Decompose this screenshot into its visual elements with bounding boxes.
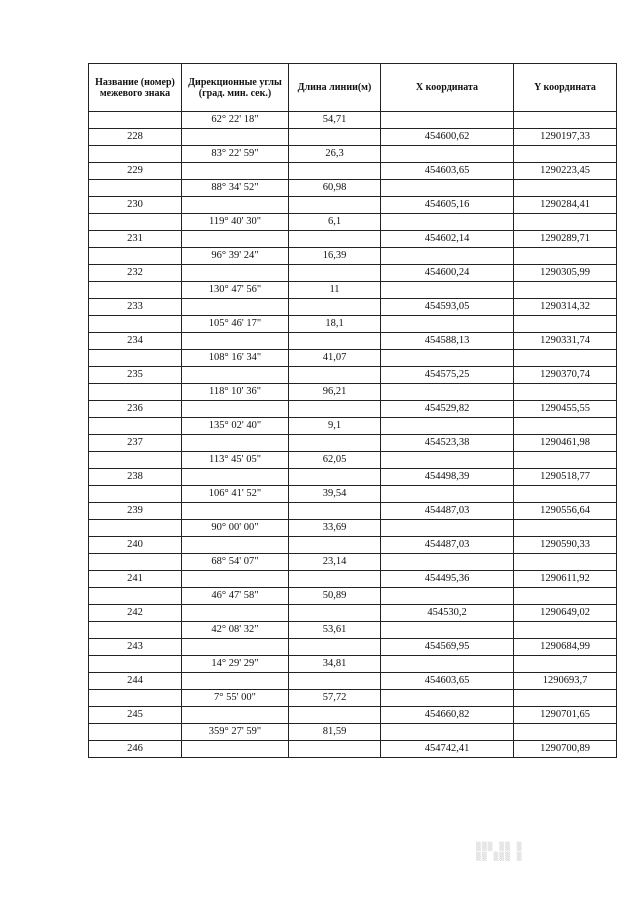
point-name-cell: 237 bbox=[89, 435, 182, 452]
y-coordinate-cell: 1290611,92 bbox=[514, 571, 617, 588]
empty-cell bbox=[89, 622, 182, 639]
x-coordinate-cell: 454593,05 bbox=[381, 299, 514, 316]
empty-cell bbox=[182, 503, 289, 520]
empty-cell bbox=[289, 163, 381, 180]
empty-cell bbox=[514, 486, 617, 503]
point-row bbox=[89, 707, 617, 724]
point-name-cell: 231 bbox=[89, 231, 182, 248]
empty-cell bbox=[514, 384, 617, 401]
empty-cell bbox=[182, 639, 289, 656]
empty-cell bbox=[182, 129, 289, 146]
direction-angle-cell: 105° 46' 17" bbox=[182, 316, 289, 333]
y-coordinate-cell: 1290518,77 bbox=[514, 469, 617, 486]
point-row bbox=[89, 503, 617, 520]
point-name-cell: 235 bbox=[89, 367, 182, 384]
empty-cell bbox=[182, 571, 289, 588]
empty-cell bbox=[89, 350, 182, 367]
segment-row bbox=[89, 384, 617, 401]
x-coordinate-cell: 454575,25 bbox=[381, 367, 514, 384]
header-point-name: Название (номер) межевого знака bbox=[89, 64, 182, 112]
segment-row bbox=[89, 112, 617, 129]
empty-cell bbox=[182, 469, 289, 486]
point-name-cell: 239 bbox=[89, 503, 182, 520]
x-coordinate-cell: 454529,82 bbox=[381, 401, 514, 418]
empty-cell bbox=[289, 605, 381, 622]
empty-cell bbox=[89, 214, 182, 231]
empty-cell bbox=[89, 180, 182, 197]
segment-row bbox=[89, 316, 617, 333]
empty-cell bbox=[289, 401, 381, 418]
empty-cell bbox=[514, 554, 617, 571]
point-row bbox=[89, 367, 617, 384]
y-coordinate-cell: 1290556,64 bbox=[514, 503, 617, 520]
y-coordinate-cell: 1290305,99 bbox=[514, 265, 617, 282]
y-coordinate-cell: 1290370,74 bbox=[514, 367, 617, 384]
point-row bbox=[89, 197, 617, 214]
point-row bbox=[89, 435, 617, 452]
empty-cell bbox=[89, 112, 182, 129]
point-row bbox=[89, 639, 617, 656]
empty-cell bbox=[182, 197, 289, 214]
point-name-cell: 230 bbox=[89, 197, 182, 214]
empty-cell bbox=[514, 452, 617, 469]
point-row bbox=[89, 537, 617, 554]
direction-angle-cell: 119° 40' 30" bbox=[182, 214, 289, 231]
line-length-cell: 16,39 bbox=[289, 248, 381, 265]
y-coordinate-cell: 1290223,45 bbox=[514, 163, 617, 180]
empty-cell bbox=[381, 316, 514, 333]
line-length-cell: 81,59 bbox=[289, 724, 381, 741]
direction-angle-cell: 113° 45' 05" bbox=[182, 452, 289, 469]
empty-cell bbox=[514, 180, 617, 197]
y-coordinate-cell: 1290331,74 bbox=[514, 333, 617, 350]
empty-cell bbox=[89, 418, 182, 435]
empty-cell bbox=[289, 299, 381, 316]
segment-row bbox=[89, 690, 617, 707]
empty-cell bbox=[381, 656, 514, 673]
segment-row bbox=[89, 554, 617, 571]
segment-row bbox=[89, 452, 617, 469]
segment-row bbox=[89, 248, 617, 265]
empty-cell bbox=[182, 605, 289, 622]
line-length-cell: 6,1 bbox=[289, 214, 381, 231]
x-coordinate-cell: 454742,41 bbox=[381, 741, 514, 758]
empty-cell bbox=[89, 146, 182, 163]
empty-cell bbox=[289, 707, 381, 724]
empty-cell bbox=[381, 520, 514, 537]
x-coordinate-cell: 454602,14 bbox=[381, 231, 514, 248]
empty-cell bbox=[89, 452, 182, 469]
empty-cell bbox=[182, 537, 289, 554]
empty-cell bbox=[381, 690, 514, 707]
y-coordinate-cell: 1290700,89 bbox=[514, 741, 617, 758]
empty-cell bbox=[89, 588, 182, 605]
x-coordinate-cell: 454530,2 bbox=[381, 605, 514, 622]
direction-angle-cell: 135° 02' 40" bbox=[182, 418, 289, 435]
empty-cell bbox=[289, 231, 381, 248]
y-coordinate-cell: 1290649,02 bbox=[514, 605, 617, 622]
line-length-cell: 53,61 bbox=[289, 622, 381, 639]
empty-cell bbox=[89, 554, 182, 571]
empty-cell bbox=[289, 639, 381, 656]
point-name-cell: 228 bbox=[89, 129, 182, 146]
point-name-cell: 244 bbox=[89, 673, 182, 690]
empty-cell bbox=[514, 350, 617, 367]
segment-row bbox=[89, 588, 617, 605]
empty-cell bbox=[289, 503, 381, 520]
point-row bbox=[89, 299, 617, 316]
y-coordinate-cell: 1290314,32 bbox=[514, 299, 617, 316]
x-coordinate-cell: 454660,82 bbox=[381, 707, 514, 724]
empty-cell bbox=[381, 418, 514, 435]
direction-angle-cell: 108° 16' 34" bbox=[182, 350, 289, 367]
line-length-cell: 62,05 bbox=[289, 452, 381, 469]
empty-cell bbox=[182, 163, 289, 180]
x-coordinate-cell: 454605,16 bbox=[381, 197, 514, 214]
direction-angle-cell: 42° 08' 32" bbox=[182, 622, 289, 639]
x-coordinate-cell: 454569,95 bbox=[381, 639, 514, 656]
x-coordinate-cell: 454498,39 bbox=[381, 469, 514, 486]
header-y-coordinate: Y координата bbox=[514, 64, 617, 112]
point-name-cell: 236 bbox=[89, 401, 182, 418]
point-name-cell: 232 bbox=[89, 265, 182, 282]
y-coordinate-cell: 1290284,41 bbox=[514, 197, 617, 214]
line-length-cell: 23,14 bbox=[289, 554, 381, 571]
empty-cell bbox=[381, 180, 514, 197]
empty-cell bbox=[289, 265, 381, 282]
empty-cell bbox=[182, 231, 289, 248]
point-row bbox=[89, 129, 617, 146]
direction-angle-cell: 83° 22' 59" bbox=[182, 146, 289, 163]
point-row bbox=[89, 401, 617, 418]
line-length-cell: 18,1 bbox=[289, 316, 381, 333]
direction-angle-cell: 130° 47' 56" bbox=[182, 282, 289, 299]
y-coordinate-cell: 1290684,99 bbox=[514, 639, 617, 656]
empty-cell bbox=[514, 146, 617, 163]
empty-cell bbox=[289, 367, 381, 384]
empty-cell bbox=[289, 129, 381, 146]
empty-cell bbox=[289, 197, 381, 214]
line-length-cell: 39,54 bbox=[289, 486, 381, 503]
empty-cell bbox=[182, 401, 289, 418]
empty-cell bbox=[182, 367, 289, 384]
point-name-cell: 242 bbox=[89, 605, 182, 622]
y-coordinate-cell: 1290701,65 bbox=[514, 707, 617, 724]
point-name-cell: 246 bbox=[89, 741, 182, 758]
header-line-length: Длина линии(м) bbox=[289, 64, 381, 112]
empty-cell bbox=[89, 486, 182, 503]
empty-cell bbox=[89, 724, 182, 741]
segment-row bbox=[89, 418, 617, 435]
line-length-cell: 9,1 bbox=[289, 418, 381, 435]
empty-cell bbox=[381, 554, 514, 571]
x-coordinate-cell: 454603,65 bbox=[381, 163, 514, 180]
point-name-cell: 245 bbox=[89, 707, 182, 724]
point-name-cell: 234 bbox=[89, 333, 182, 350]
point-name-cell: 238 bbox=[89, 469, 182, 486]
empty-cell bbox=[514, 418, 617, 435]
empty-cell bbox=[514, 282, 617, 299]
empty-cell bbox=[381, 214, 514, 231]
line-length-cell: 54,71 bbox=[289, 112, 381, 129]
y-coordinate-cell: 1290461,98 bbox=[514, 435, 617, 452]
empty-cell bbox=[514, 248, 617, 265]
empty-cell bbox=[182, 333, 289, 350]
line-length-cell: 57,72 bbox=[289, 690, 381, 707]
direction-angle-cell: 7° 55' 00" bbox=[182, 690, 289, 707]
empty-cell bbox=[514, 214, 617, 231]
line-length-cell: 33,69 bbox=[289, 520, 381, 537]
y-coordinate-cell: 1290289,71 bbox=[514, 231, 617, 248]
empty-cell bbox=[89, 520, 182, 537]
direction-angle-cell: 14° 29' 29" bbox=[182, 656, 289, 673]
point-row bbox=[89, 673, 617, 690]
empty-cell bbox=[289, 469, 381, 486]
line-length-cell: 60,98 bbox=[289, 180, 381, 197]
segment-row bbox=[89, 214, 617, 231]
direction-angle-cell: 359° 27' 59" bbox=[182, 724, 289, 741]
line-length-cell: 41,07 bbox=[289, 350, 381, 367]
empty-cell bbox=[514, 724, 617, 741]
empty-cell bbox=[381, 248, 514, 265]
empty-cell bbox=[289, 333, 381, 350]
empty-cell bbox=[514, 656, 617, 673]
direction-angle-cell: 106° 41' 52" bbox=[182, 486, 289, 503]
empty-cell bbox=[289, 571, 381, 588]
empty-cell bbox=[289, 537, 381, 554]
point-row bbox=[89, 605, 617, 622]
line-length-cell: 50,89 bbox=[289, 588, 381, 605]
y-coordinate-cell: 1290590,33 bbox=[514, 537, 617, 554]
x-coordinate-cell: 454600,24 bbox=[381, 265, 514, 282]
empty-cell bbox=[89, 282, 182, 299]
x-coordinate-cell: 454600,62 bbox=[381, 129, 514, 146]
point-name-cell: 233 bbox=[89, 299, 182, 316]
line-length-cell: 96,21 bbox=[289, 384, 381, 401]
empty-cell bbox=[514, 520, 617, 537]
point-name-cell: 243 bbox=[89, 639, 182, 656]
line-length-cell: 11 bbox=[289, 282, 381, 299]
empty-cell bbox=[89, 690, 182, 707]
table-body bbox=[89, 112, 617, 758]
direction-angle-cell: 68° 54' 07" bbox=[182, 554, 289, 571]
point-row bbox=[89, 231, 617, 248]
segment-row bbox=[89, 520, 617, 537]
point-name-cell: 229 bbox=[89, 163, 182, 180]
empty-cell bbox=[381, 452, 514, 469]
header-row bbox=[89, 64, 617, 112]
point-row bbox=[89, 265, 617, 282]
segment-row bbox=[89, 724, 617, 741]
empty-cell bbox=[381, 384, 514, 401]
point-name-cell: 240 bbox=[89, 537, 182, 554]
x-coordinate-cell: 454495,36 bbox=[381, 571, 514, 588]
empty-cell bbox=[514, 112, 617, 129]
empty-cell bbox=[182, 741, 289, 758]
point-name-cell: 241 bbox=[89, 571, 182, 588]
empty-cell bbox=[182, 673, 289, 690]
empty-cell bbox=[182, 435, 289, 452]
empty-cell bbox=[381, 622, 514, 639]
y-coordinate-cell: 1290455,55 bbox=[514, 401, 617, 418]
segment-row bbox=[89, 486, 617, 503]
line-length-cell: 26,3 bbox=[289, 146, 381, 163]
y-coordinate-cell: 1290693,7 bbox=[514, 673, 617, 690]
empty-cell bbox=[89, 248, 182, 265]
x-coordinate-cell: 454603,65 bbox=[381, 673, 514, 690]
empty-cell bbox=[182, 299, 289, 316]
direction-angle-cell: 118° 10' 36" bbox=[182, 384, 289, 401]
empty-cell bbox=[381, 486, 514, 503]
empty-cell bbox=[289, 741, 381, 758]
empty-cell bbox=[89, 384, 182, 401]
empty-cell bbox=[514, 316, 617, 333]
header-x-coordinate: X координата bbox=[381, 64, 514, 112]
x-coordinate-cell: 454487,03 bbox=[381, 537, 514, 554]
x-coordinate-cell: 454487,03 bbox=[381, 503, 514, 520]
point-row bbox=[89, 163, 617, 180]
direction-angle-cell: 90° 00' 00" bbox=[182, 520, 289, 537]
segment-row bbox=[89, 146, 617, 163]
point-row bbox=[89, 469, 617, 486]
empty-cell bbox=[381, 724, 514, 741]
empty-cell bbox=[514, 690, 617, 707]
empty-cell bbox=[381, 282, 514, 299]
segment-row bbox=[89, 282, 617, 299]
header-direction-angle: Дирекционные углы (град. мин. сек.) bbox=[182, 64, 289, 112]
empty-cell bbox=[289, 673, 381, 690]
point-row bbox=[89, 333, 617, 350]
empty-cell bbox=[182, 265, 289, 282]
faded-stamp-mark: ▒▒▒ ▒▒ ▒ ▒▒ ▒▒▒ ▒ bbox=[476, 842, 523, 861]
empty-cell bbox=[381, 146, 514, 163]
line-length-cell: 34,81 bbox=[289, 656, 381, 673]
direction-angle-cell: 88° 34' 52" bbox=[182, 180, 289, 197]
y-coordinate-cell: 1290197,33 bbox=[514, 129, 617, 146]
segment-row bbox=[89, 180, 617, 197]
segment-row bbox=[89, 350, 617, 367]
empty-cell bbox=[89, 656, 182, 673]
empty-cell bbox=[289, 435, 381, 452]
empty-cell bbox=[381, 350, 514, 367]
empty-cell bbox=[381, 588, 514, 605]
point-row bbox=[89, 741, 617, 758]
direction-angle-cell: 62° 22' 18" bbox=[182, 112, 289, 129]
direction-angle-cell: 96° 39' 24" bbox=[182, 248, 289, 265]
boundary-coordinates-table bbox=[88, 63, 617, 758]
segment-row bbox=[89, 656, 617, 673]
direction-angle-cell: 46° 47' 58" bbox=[182, 588, 289, 605]
empty-cell bbox=[514, 622, 617, 639]
x-coordinate-cell: 454588,13 bbox=[381, 333, 514, 350]
empty-cell bbox=[514, 588, 617, 605]
x-coordinate-cell: 454523,38 bbox=[381, 435, 514, 452]
empty-cell bbox=[182, 707, 289, 724]
point-row bbox=[89, 571, 617, 588]
segment-row bbox=[89, 622, 617, 639]
empty-cell bbox=[381, 112, 514, 129]
empty-cell bbox=[89, 316, 182, 333]
